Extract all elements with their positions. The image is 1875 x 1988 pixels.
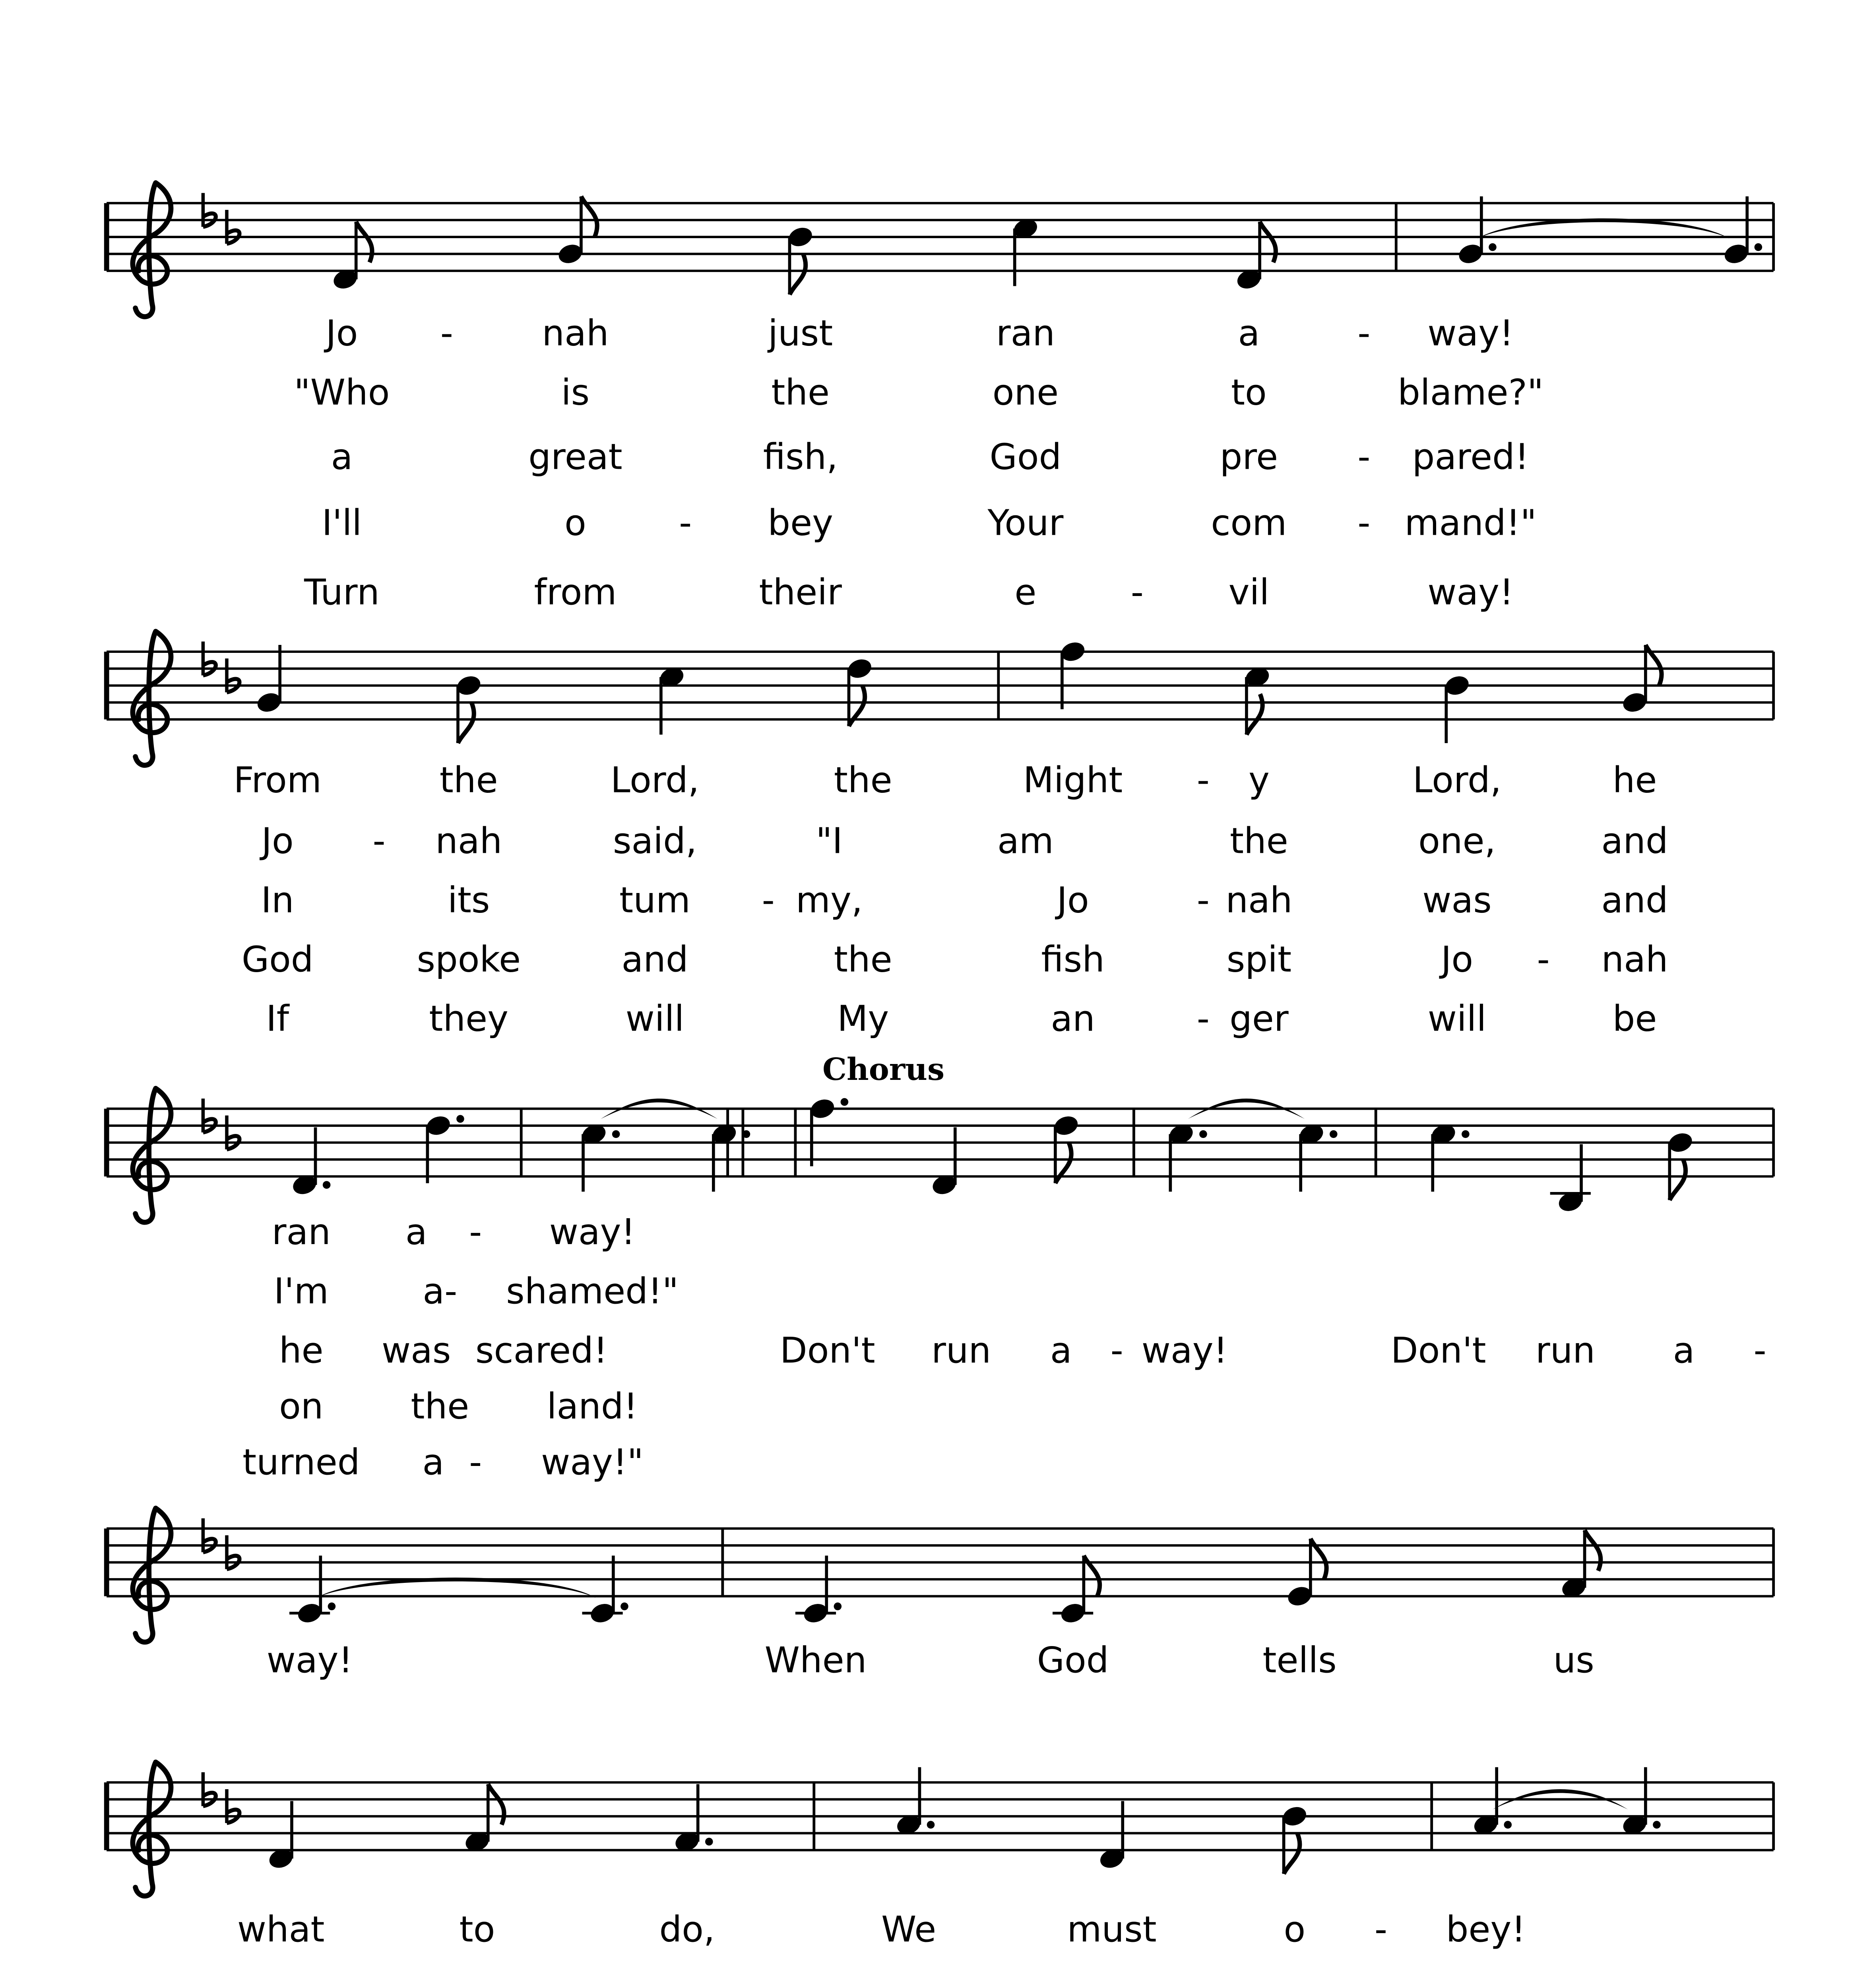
augmentation-dot [1504, 1821, 1512, 1829]
lyric-syllable: way! [549, 1212, 636, 1253]
lyric-syllable: way! [266, 1640, 353, 1681]
lyric-syllable: ran [271, 1212, 331, 1253]
note-icon [786, 225, 814, 295]
lyric-syllable: and [1601, 821, 1668, 862]
augmentation-dot [705, 1838, 713, 1846]
lyric-syllable: fish, [763, 437, 838, 478]
note-icon [1052, 1113, 1080, 1183]
lyric-syllable: us [1553, 1640, 1594, 1681]
lyric-syllable: to [1231, 372, 1267, 413]
lyric-syllable: - [1130, 572, 1144, 613]
lyric-syllable: run [1535, 1330, 1596, 1371]
lyric-syllable: If [266, 998, 289, 1039]
music-staff [0, 618, 1875, 770]
lyric-syllable: the [411, 1386, 469, 1427]
flat-sign-icon [227, 1116, 239, 1149]
lyric-syllable: Jo [261, 821, 294, 862]
lyric-syllable: ger [1229, 998, 1289, 1039]
augmentation-dot [612, 1130, 620, 1138]
lyric-syllable: Jo [326, 313, 358, 354]
lyric-syllable: y [1248, 760, 1270, 801]
lyric-syllable: said, [613, 821, 697, 862]
lyric-syllable: o [1284, 1909, 1306, 1950]
note-icon [580, 1122, 620, 1192]
lyric-syllable: he [279, 1330, 324, 1371]
lyric-syllable: - [440, 313, 454, 354]
lyric-syllable: - [1196, 880, 1210, 921]
lyric-syllable: From [233, 760, 322, 801]
lyric-syllable: must [1067, 1909, 1157, 1950]
lyric-syllable: tells [1262, 1640, 1337, 1681]
note-icon [1456, 196, 1497, 266]
flat-sign-icon [203, 1518, 216, 1552]
lyric-syllable: I'm [273, 1271, 329, 1312]
augmentation-dot [743, 1130, 750, 1138]
augmentation-dot [456, 1115, 464, 1123]
note-icon [1286, 1539, 1326, 1609]
lyric-syllable: was [1422, 880, 1492, 921]
lyric-syllable: land! [547, 1386, 638, 1427]
note-icon [255, 645, 283, 715]
lyric-syllable: a [422, 1442, 444, 1483]
augmentation-dot [1462, 1130, 1470, 1138]
lyric-syllable: Lord, [1412, 760, 1502, 801]
tie-arc [316, 1578, 595, 1598]
flat-sign-icon [203, 1772, 216, 1806]
lyric-syllable: run [931, 1330, 991, 1371]
lyric-syllable: on [279, 1386, 324, 1427]
lyric-syllable: a [331, 437, 353, 478]
lyric-syllable: We [881, 1909, 937, 1950]
lyric-syllable: My [837, 998, 889, 1039]
lyric-syllable: - [1357, 313, 1371, 354]
note-icon [1443, 673, 1471, 743]
note-icon [930, 1127, 958, 1197]
note-icon [658, 665, 686, 735]
lyric-syllable: I'll [322, 503, 362, 544]
lyric-syllable: the [439, 760, 498, 801]
lyric-syllable: bey [768, 503, 834, 544]
note-flag [488, 1784, 504, 1825]
lyric-syllable: a [405, 1212, 427, 1253]
music-staff [0, 1495, 1875, 1647]
augmentation-dot [323, 1181, 331, 1189]
lyric-syllable: Don't [1390, 1330, 1486, 1371]
lyric-syllable: mand!" [1404, 503, 1537, 544]
lyric-syllable: - [1357, 437, 1371, 478]
lyric-syllable: an [1051, 998, 1095, 1039]
lyric-syllable: nah [1601, 939, 1668, 980]
music-staff [0, 1075, 1875, 1227]
lyric-syllable: way!" [541, 1442, 644, 1483]
lyric-syllable: the [834, 760, 892, 801]
lyric-syllable: pared! [1412, 437, 1529, 478]
note-icon [1472, 1767, 1512, 1837]
lyric-syllable: "I [816, 821, 843, 862]
note-flag [789, 254, 805, 295]
lyric-syllable: way! [1427, 313, 1514, 354]
lyric-syllable: the [1230, 821, 1288, 862]
lyric-syllable: the [834, 939, 892, 980]
flat-sign-icon [227, 210, 239, 244]
note-icon [1097, 1801, 1126, 1871]
lyric-syllable: will [625, 998, 684, 1039]
flat-sign-icon [227, 1789, 239, 1823]
lyric-syllable: to [459, 1909, 495, 1950]
lyric-syllable: - [372, 821, 386, 862]
note-icon [455, 673, 483, 743]
lyric-syllable: one, [1418, 821, 1496, 862]
augmentation-dot [927, 1821, 935, 1829]
lyric-syllable: bey! [1446, 1909, 1526, 1950]
lyric-syllable: - [679, 503, 692, 544]
lyric-syllable: he [1612, 760, 1657, 801]
lyric-syllable: they [429, 998, 509, 1039]
note-icon [673, 1784, 713, 1854]
note-icon [808, 1097, 848, 1167]
lyric-syllable: scared! [475, 1330, 608, 1371]
augmentation-dot [1653, 1821, 1661, 1829]
lyric-syllable: a [1238, 313, 1260, 354]
note-icon [1429, 1122, 1470, 1192]
lyric-syllable: will [1427, 998, 1487, 1039]
lyric-syllable: - [1357, 503, 1371, 544]
note-flag [1585, 1530, 1601, 1571]
flat-sign-icon [203, 1099, 216, 1132]
lyric-syllable: nah [542, 313, 609, 354]
note-icon [1666, 1130, 1695, 1200]
note-icon [795, 1555, 842, 1625]
note-icon [424, 1113, 464, 1183]
note-flag [458, 703, 474, 743]
lyric-syllable: - [1110, 1330, 1123, 1371]
lyric-syllable: is [561, 372, 590, 413]
lyric-syllable: way! [1427, 572, 1514, 613]
note-icon [463, 1784, 504, 1854]
note-icon [845, 656, 874, 726]
note-icon [1011, 216, 1039, 286]
lyric-syllable: nah [435, 821, 502, 862]
augmentation-dot [841, 1098, 849, 1106]
note-flag [1260, 222, 1276, 262]
lyric-syllable: - [1196, 998, 1210, 1039]
lyric-syllable: turned [242, 1442, 360, 1483]
lyric-syllable: their [759, 572, 842, 613]
flat-sign-icon [203, 642, 216, 676]
lyric-syllable: God [241, 939, 314, 980]
lyric-syllable: do, [659, 1909, 715, 1950]
lyric-syllable: from [534, 572, 617, 613]
note-icon [291, 1127, 331, 1197]
lyric-syllable: o [564, 503, 586, 544]
note-icon [1621, 1767, 1661, 1837]
flat-sign-icon [227, 1535, 239, 1569]
lyric-syllable: Jo [1057, 880, 1089, 921]
lyric-syllable: and [621, 939, 688, 980]
lyric-syllable: In [261, 880, 294, 921]
lyric-syllable: When [764, 1640, 867, 1681]
music-staff [0, 169, 1875, 322]
lyric-syllable: - [469, 1212, 482, 1253]
lyric-syllable: spit [1226, 939, 1292, 980]
lyric-syllable: God [1037, 1640, 1109, 1681]
augmentation-dot [834, 1602, 842, 1610]
note-icon [1167, 1122, 1207, 1192]
lyric-syllable: my, [795, 880, 863, 921]
note-icon [895, 1767, 935, 1837]
lyric-syllable: one [992, 372, 1059, 413]
augmentation-dot [1755, 243, 1763, 251]
note-flag [356, 222, 372, 262]
lyric-syllable: - [1196, 760, 1210, 801]
note-icon [1280, 1804, 1309, 1874]
lyric-syllable: was [382, 1330, 451, 1371]
flat-sign-icon [203, 193, 216, 227]
lyric-syllable: great [528, 437, 622, 478]
lyric-syllable: Lord, [610, 760, 700, 801]
lyric-syllable: a- [423, 1271, 458, 1312]
lyric-syllable: - [1537, 939, 1550, 980]
lyric-syllable: ran [996, 313, 1055, 354]
lyric-syllable: a [1050, 1330, 1072, 1371]
lyric-syllable: its [448, 880, 490, 921]
lyric-syllable: Jo [1441, 939, 1474, 980]
augmentation-dot [328, 1602, 336, 1610]
lyric-syllable: God [989, 437, 1062, 478]
note-icon [1235, 222, 1276, 292]
lyric-syllable: be [1612, 998, 1657, 1039]
lyric-syllable: - [1374, 1909, 1388, 1950]
lyric-syllable: Turn [304, 572, 380, 613]
note-icon [1053, 1555, 1100, 1625]
lyric-syllable: and [1601, 880, 1668, 921]
lyric-syllable: Don't [779, 1330, 875, 1371]
lyric-syllable: the [771, 372, 830, 413]
lyric-syllable: vil [1228, 572, 1270, 613]
note-flag [1247, 694, 1262, 734]
lyric-syllable: a [1673, 1330, 1695, 1371]
lyric-syllable: - [469, 1442, 482, 1483]
lyric-syllable: - [762, 880, 775, 921]
note-icon [289, 1555, 335, 1625]
lyric-syllable: pre [1220, 437, 1278, 478]
note-icon [582, 1555, 628, 1625]
augmentation-dot [1330, 1130, 1338, 1138]
note-icon [1621, 645, 1662, 715]
note-icon [1059, 639, 1087, 709]
note-icon [1722, 196, 1762, 266]
note-icon [1550, 1144, 1591, 1214]
note-icon [267, 1801, 295, 1871]
note-flag [1669, 1159, 1685, 1200]
augmentation-dot [620, 1602, 628, 1610]
note-icon [556, 196, 597, 266]
chorus-marking: Chorus [822, 1053, 945, 1089]
lyric-syllable: fish [1041, 939, 1105, 980]
lyric-syllable: tum [619, 880, 690, 921]
tie-arc [1478, 218, 1730, 239]
lyric-syllable: nah [1225, 880, 1293, 921]
note-icon [1297, 1122, 1338, 1192]
note-flag [1284, 1833, 1300, 1874]
lyric-syllable: "Who [294, 372, 390, 413]
lyric-syllable: Your [987, 503, 1064, 544]
lyric-syllable: e [1014, 572, 1037, 613]
lyric-syllable: - [1753, 1330, 1766, 1371]
note-icon [331, 222, 372, 292]
lyric-syllable: spoke [417, 939, 521, 980]
note-icon [1560, 1530, 1601, 1600]
lyric-syllable: blame?" [1398, 372, 1544, 413]
lyric-syllable: am [997, 821, 1054, 862]
flat-sign-icon [227, 658, 239, 692]
augmentation-dot [1199, 1130, 1207, 1138]
lyric-syllable: what [237, 1909, 325, 1950]
lyric-syllable: Might [1023, 760, 1123, 801]
lyric-syllable: just [768, 313, 833, 354]
lyric-syllable: way! [1141, 1330, 1228, 1371]
music-staff [0, 1749, 1875, 1901]
augmentation-dot [1489, 243, 1497, 251]
note-icon [1243, 665, 1272, 735]
lyric-syllable: shamed!" [506, 1271, 679, 1312]
lyric-syllable: com [1211, 503, 1287, 544]
